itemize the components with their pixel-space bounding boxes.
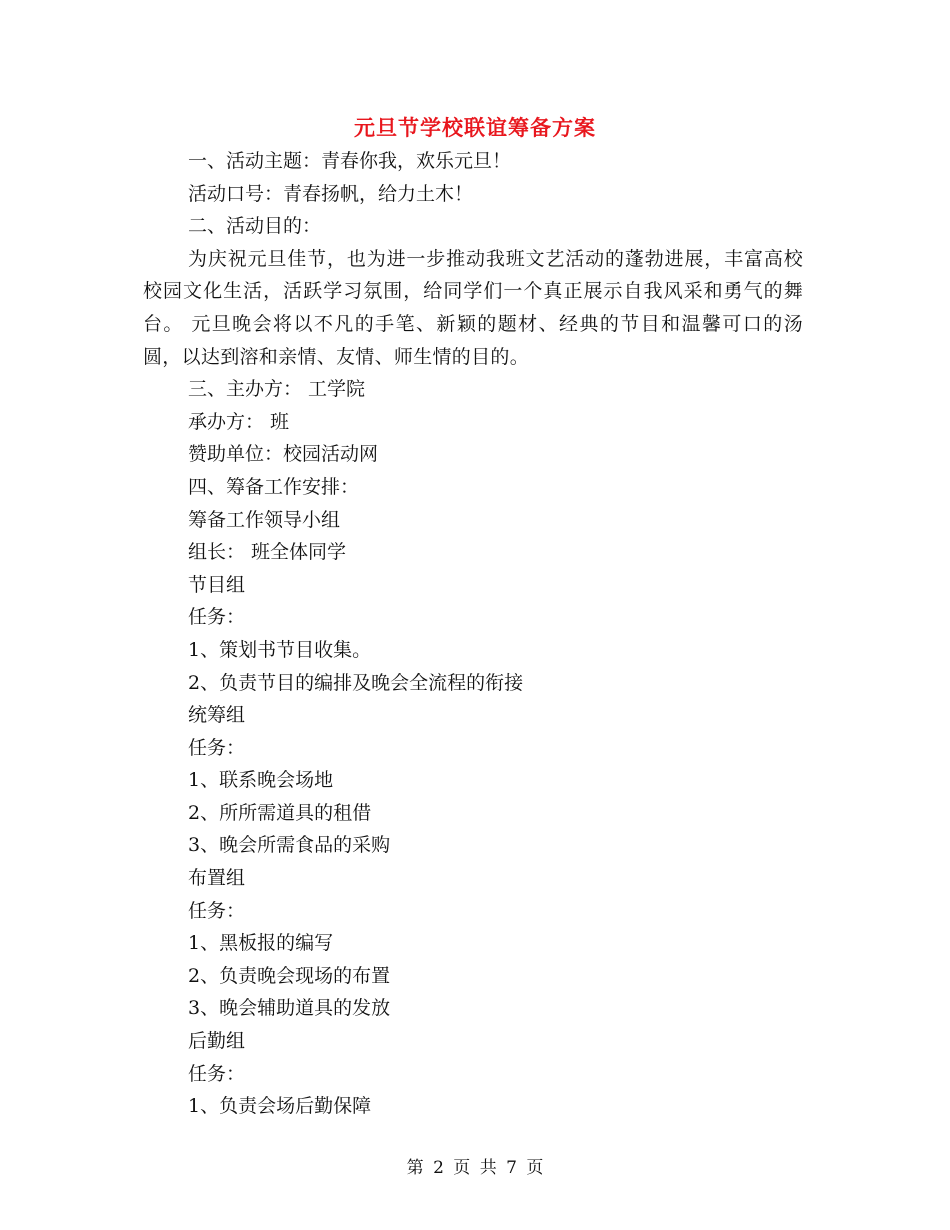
text-line: 布置组 — [188, 867, 246, 890]
text-line: 1、黑板报的编写 — [188, 932, 334, 955]
text-line: 1、负责会场后勤保障 — [188, 1095, 372, 1118]
text-line: 筹备工作领导小组 — [188, 508, 341, 531]
text-line: 2、所所需道具的租借 — [188, 801, 372, 824]
document-title: 元旦节学校联谊筹备方案 — [354, 115, 596, 140]
text-line: 三、主办方： 工学院 — [188, 378, 366, 401]
text-line: 统筹组 — [188, 704, 246, 727]
text-line: 任务： — [188, 736, 246, 759]
text-line: 承办方： 班 — [188, 410, 290, 433]
text-line: 3、晚会辅助道具的发放 — [188, 997, 391, 1020]
page-number: 第 2 页 共 7 页 — [406, 1158, 544, 1178]
text-line: 2、负责晚会现场的布置 — [188, 964, 391, 987]
text-line: 节目组 — [188, 573, 246, 596]
text-line: 后勤组 — [188, 1030, 246, 1053]
text-line: 赞助单位：校园活动网 — [188, 443, 379, 466]
text-line: 任务： — [188, 606, 246, 629]
text-line: 1、策划书节目收集。 — [188, 638, 372, 661]
text-line: 1、联系晚会场地 — [188, 769, 334, 792]
purpose-paragraph: 为庆祝元旦佳节，也为进一步推动我班文艺活动的蓬勃进展，丰富高校校园文化生活，活跃学习氛围，给同学们一个真正展示自我风采和勇气的舞台。 元旦晚会将以不凡的手笔、新颖的题材、经典的节目和温馨可口的汤圆，以达到溶和亲情、友情、师生情的目的。 — [143, 247, 803, 368]
text-line: 任务： — [188, 1062, 246, 1085]
text-line: 一、活动主题：青春你我，欢乐元旦！ — [188, 150, 512, 172]
text-line: 活动口号：青春扬帆，给力土木！ — [188, 182, 474, 205]
text-line: 2、负责节目的编排及晚会全流程的衔接 — [188, 671, 524, 694]
text-line: 任务： — [188, 899, 246, 922]
document-body — [143, 145, 803, 1123]
text-line: 3、晚会所需食品的采购 — [188, 834, 391, 857]
text-line: 组长： 班全体同学 — [188, 541, 347, 564]
text-line: 二、活动目的： — [188, 215, 322, 238]
text-line: 四、筹备工作安排： — [188, 475, 360, 498]
